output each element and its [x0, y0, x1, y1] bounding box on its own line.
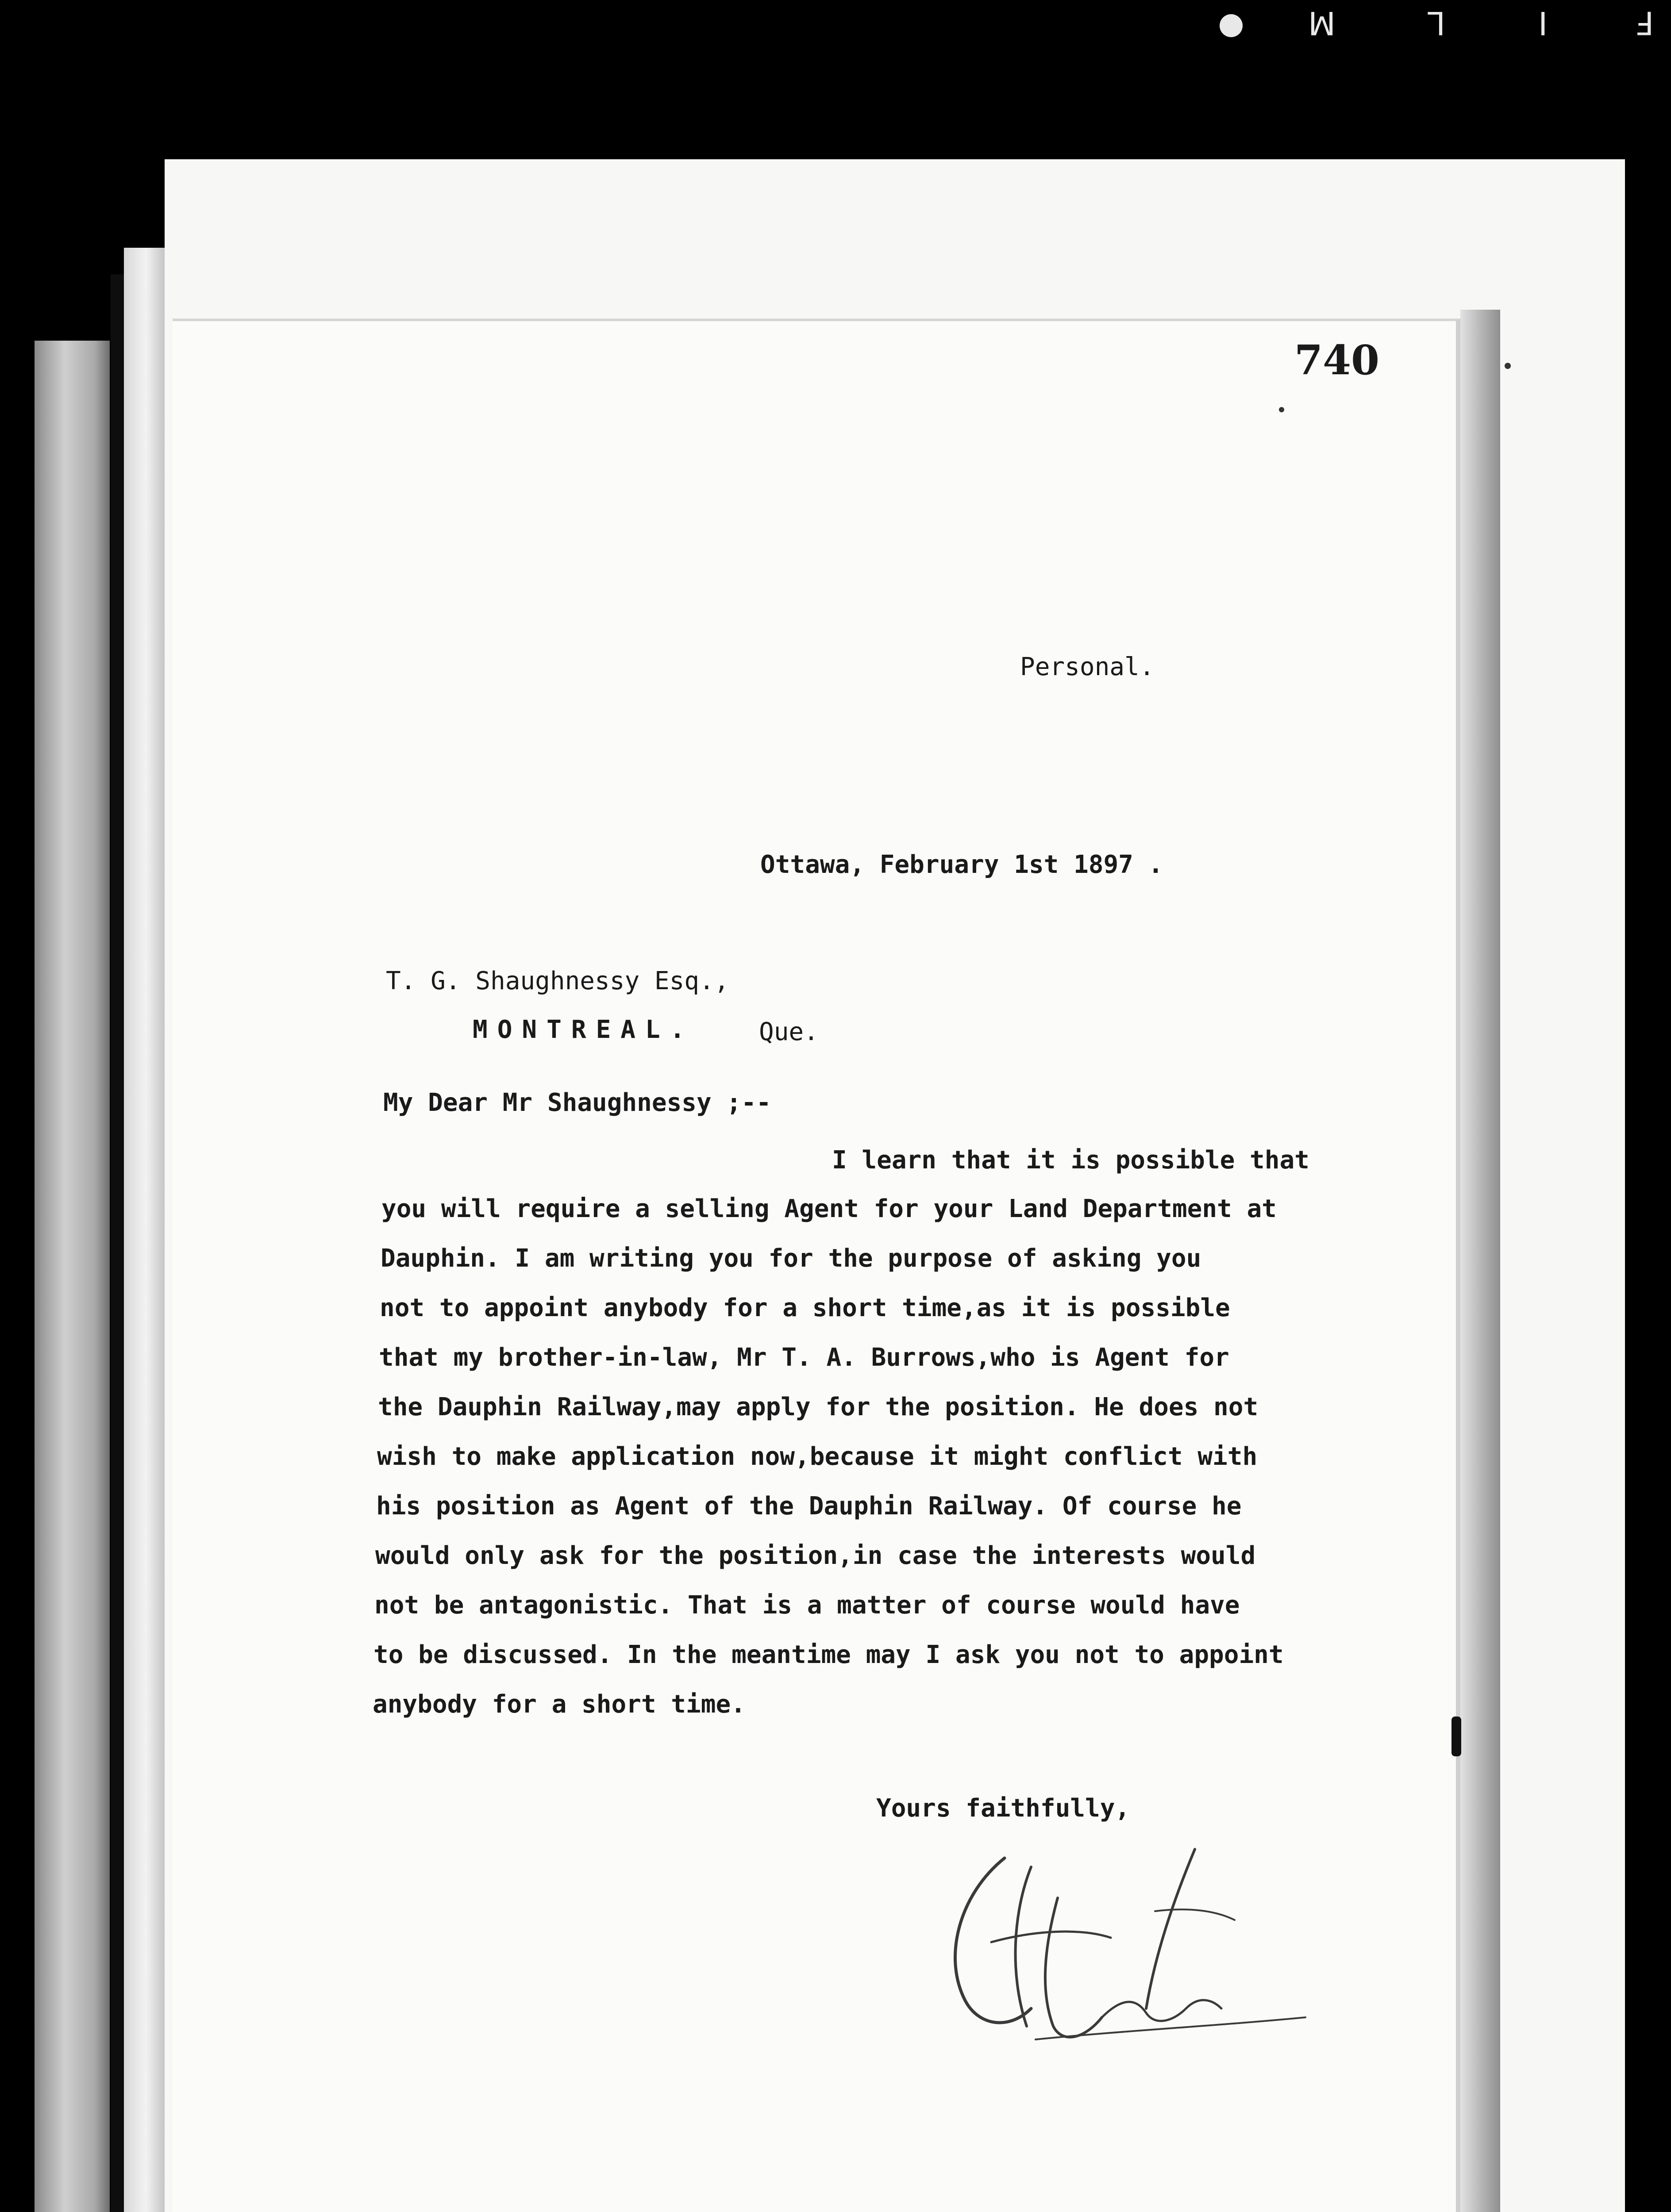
addressee-province: Que. [759, 1018, 819, 1046]
body-line: not to appoint anybody for a short time,as it is possible [380, 1294, 1230, 1322]
film-letter: F [1636, 4, 1654, 42]
personal-marking: Personal. [1020, 653, 1155, 681]
dateline: Ottawa, February 1st 1897 . [760, 850, 1163, 879]
body-line: not be antagonistic. That is a matter of course would have [374, 1591, 1240, 1620]
film-letter: I [1538, 4, 1548, 42]
film-letter: L [1428, 4, 1446, 42]
addressee-name: T. G. Shaughnessy Esq., [386, 967, 729, 995]
film-dot-mark [1220, 14, 1243, 37]
closing: Yours faithfully, [876, 1794, 1130, 1823]
body-line: I learn that it is possible that [832, 1146, 1309, 1175]
body-line: anybody for a short time. [373, 1690, 746, 1719]
addressee-city: MONTREAL. [473, 1015, 695, 1044]
folder-edge-strip [124, 248, 168, 2212]
body-line: his position as Agent of the Dauphin Railway. Of course he [376, 1492, 1242, 1521]
page-number: 740 [1294, 336, 1380, 384]
salutation: My Dear Mr Shaughnessy ;-- [383, 1088, 771, 1117]
handwritten-signature [925, 1840, 1323, 2062]
film-edge-markings [1220, 4, 1671, 40]
dust-speck [1279, 407, 1284, 412]
page-edge-shadow [1460, 310, 1500, 2212]
body-line: that my brother-in-law, Mr T. A. Burrows,who is Agent for [379, 1343, 1229, 1372]
film-letter: M [1308, 4, 1336, 42]
binding-mark [1452, 1717, 1461, 1756]
body-line: to be discussed. In the meantime may I ask you not to appoint [373, 1640, 1284, 1669]
body-line: wish to make application now,because it might conflict with [377, 1442, 1258, 1471]
body-line: you will require a selling Agent for your Land Department at [381, 1194, 1277, 1223]
dust-speck [1505, 363, 1511, 369]
body-line: the Dauphin Railway,may apply for the position. He does not [378, 1393, 1259, 1421]
film-border-strip [35, 341, 110, 2212]
body-line: Dauphin. I am writing you for the purpose of asking you [381, 1244, 1201, 1273]
body-line: would only ask for the position,in case the interests would [375, 1541, 1256, 1570]
